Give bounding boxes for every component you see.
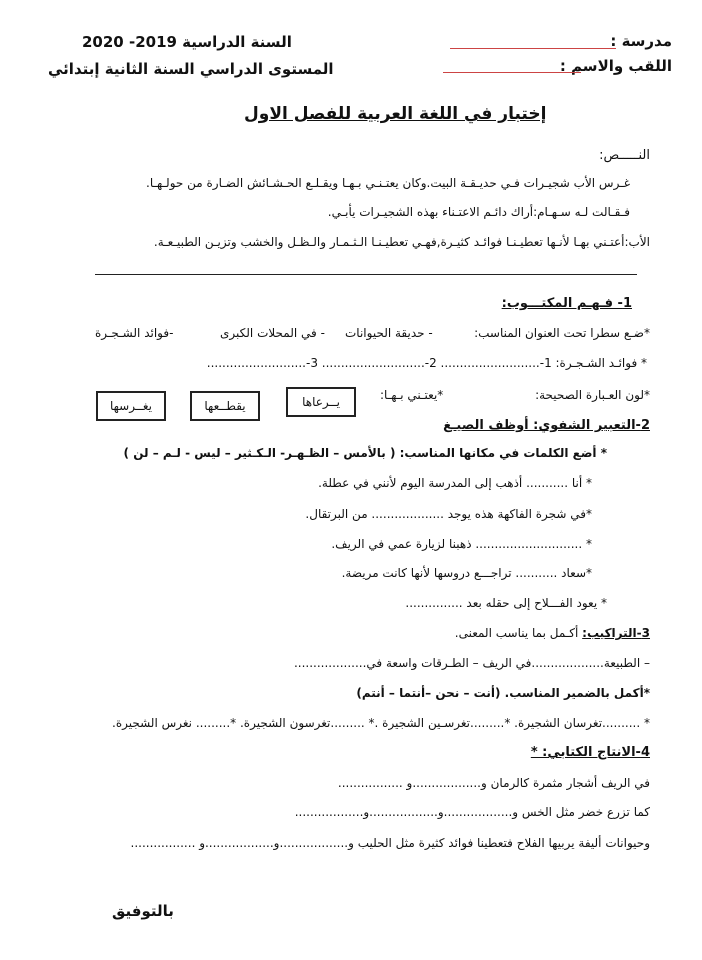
school-fill-line <box>450 48 616 49</box>
section1-title: 1- فـهـم المكتـــوب: <box>501 296 632 311</box>
name-fill-line <box>443 72 581 73</box>
section2-prompt: * أضع الكلمات في مكانها المناسب: ( بالأمس – الظـهـر- الـكـثير – ليس - لـم – لن ) <box>123 446 607 460</box>
choice-box[interactable]: يغــرسها <box>96 391 166 421</box>
q1-option: -فوائد الشـجـرة <box>95 326 174 340</box>
fill-item: * أنا ........... أذهب إلى المدرسة اليوم لأنني في عطلة. <box>318 476 592 490</box>
section3-header <box>455 626 650 640</box>
section3-line2: * ..........تغرسان الشجيرة. *.........تغرسـين الشجيرة .* .........تغرسون الشجيرة. *......... نغرس الشجيرة. <box>112 716 650 730</box>
section2-title: 2-التعبير الشفوي: أوظف الصيـغ <box>443 418 650 433</box>
section3-title: 3-التراكيب: <box>582 626 650 640</box>
grade-level: المستوى الدراسي السنة الثانية إبتدائي <box>48 60 334 78</box>
fill-item: *سعاد ........... تراجـــع دروسها لأنها كانت مريضة. <box>341 566 592 580</box>
q1-option: - في المحلات الكبرى <box>220 326 325 340</box>
choice-box[interactable]: يقطــعها <box>190 391 260 421</box>
choice-box[interactable]: يــرعاها <box>286 387 356 417</box>
section3-pronoun-prompt: *أكمل بالضمير المناسب. (أنت – نحن –أنتما – أنتم) <box>356 686 650 700</box>
school-label: مدرسة : <box>610 32 672 50</box>
name-label: اللقب والاسم : <box>559 57 672 75</box>
fill-item: * ............................ ذهبنا لزيارة عمي في الريف. <box>331 537 592 551</box>
divider <box>95 274 637 275</box>
section4-title: 4-الانتاج الكتابي: * <box>530 745 650 760</box>
q1-option: - حديقة الحيوانات <box>345 326 433 340</box>
text-line: غـرس الأب شجيـرات فـي حديـقـة البيت.وكان يعتـنـي بـهـا ويقـلـع الحـشـائش الضـارة من حولـهـا. <box>146 176 630 190</box>
q3-prefix: *يعتـني بـهـا: <box>380 388 444 402</box>
q2-line: * فوائـد الشـجـرة: 1-.......................... 2-........................... 3-.......................... <box>206 356 647 370</box>
writing-line: وحيوانات أليفة يربيها الفلاح فتعطينا فوائد كثيرة مثل الحليب و..................و..................و ................. <box>130 836 650 850</box>
section3-line1: – الطبيعة...................في الريف – الطـرقات واسعة في................... <box>293 656 650 670</box>
fill-item: *في شجرة الفاكهة هذه يوجد ................... من البرتقال. <box>305 507 592 521</box>
writing-line: في الريف أشجار مثمرة كالرمان و..................و ................. <box>337 776 650 790</box>
fill-item: * يعود الفـــلاح إلى حقله بعد ............... <box>405 596 607 610</box>
section3-intro: أكـمل بما يناسب المعنى. <box>454 626 579 640</box>
school-year: السنة الدراسية 2019- 2020 <box>82 33 292 51</box>
writing-line: كما تزرع خضر مثل الخس و..................و..................و.................. <box>294 805 650 819</box>
text-line: فـقـالت لـه سـهـام:أراك دائـم الاعتـناء بهذه الشجيـرات يأبـي. <box>327 205 630 219</box>
closing-note: بالتوفيق <box>112 902 174 920</box>
page-title: إختبار في اللغة العربية للفصل الاول <box>244 104 547 124</box>
q1-prompt: *ضـع سطرا تحت العنوان المناسب: <box>474 326 650 340</box>
text-label: النـــــص: <box>599 148 650 163</box>
text-line: الأب:أعتـني بهـا لأنـها تعطيـنـا فوائـد كثيـرة,فهـي تعطيـنـا الـثـمـار والـظـل والخشب وتزيـن الطبيـعـة. <box>153 235 650 249</box>
q3-prompt: *لون العـبارة الصحيحة: <box>535 388 650 402</box>
